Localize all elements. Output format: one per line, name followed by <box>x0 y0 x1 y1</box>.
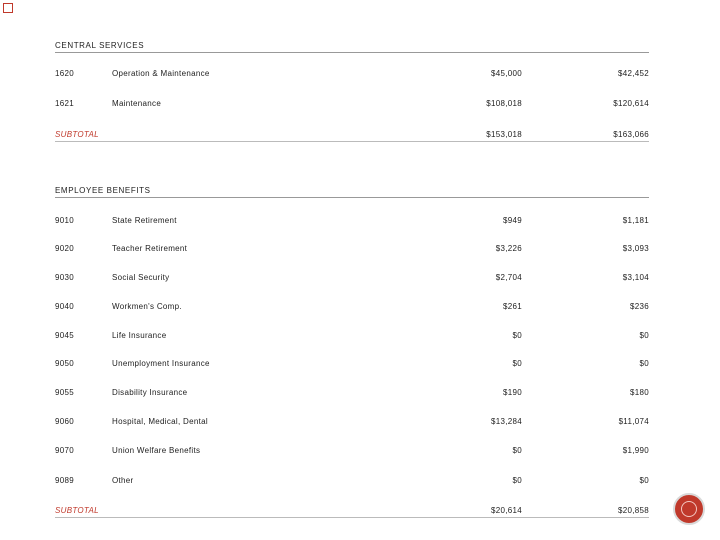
amount-column-1: $20,614 <box>490 506 522 515</box>
amount-column-2: $42,452 <box>617 69 649 78</box>
amount-column-1: $0 <box>512 359 522 368</box>
account-code: 9055 <box>55 388 74 397</box>
subtotal-label: SUBTOTAL <box>55 506 99 515</box>
account-code: 9045 <box>55 331 74 340</box>
amount-column-2: $236 <box>630 302 649 311</box>
account-code: 9010 <box>55 216 74 225</box>
account-description: Life Insurance <box>112 331 167 340</box>
amount-column-2: $180 <box>630 388 649 397</box>
amount-column-1: $2,704 <box>495 273 522 282</box>
account-description: State Retirement <box>112 216 177 225</box>
amount-column-2: $3,093 <box>622 244 649 253</box>
table-row <box>55 301 649 313</box>
table-row <box>55 475 649 487</box>
section-heading-central-services: CENTRAL SERVICES <box>55 41 649 53</box>
amount-column-1: $190 <box>503 388 522 397</box>
amount-column-1: $13,284 <box>490 417 522 426</box>
table-row <box>55 243 649 255</box>
table-row <box>55 330 649 342</box>
account-code: 9030 <box>55 273 74 282</box>
account-description: Disability Insurance <box>112 388 188 397</box>
account-description: Workmen's Comp. <box>112 302 182 311</box>
circular-logo-icon <box>673 493 705 525</box>
subtotal-row <box>55 129 649 141</box>
table-row <box>55 416 649 428</box>
amount-column-2: $1,990 <box>622 446 649 455</box>
amount-column-1: $261 <box>503 302 522 311</box>
amount-column-2: $1,181 <box>622 216 649 225</box>
amount-column-2: $163,066 <box>613 130 649 139</box>
amount-column-2: $0 <box>639 331 649 340</box>
account-description: Other <box>112 476 134 485</box>
account-description: Hospital, Medical, Dental <box>112 417 208 426</box>
account-code: 1620 <box>55 69 74 78</box>
table-row <box>55 445 649 457</box>
amount-column-1: $949 <box>503 216 522 225</box>
subtotal-label: SUBTOTAL <box>55 130 99 139</box>
table-row <box>55 98 649 110</box>
amount-column-2: $20,858 <box>617 506 649 515</box>
account-code: 9020 <box>55 244 74 253</box>
amount-column-2: $120,614 <box>613 99 649 108</box>
subtotal-row <box>55 505 649 517</box>
account-description: Social Security <box>112 273 170 282</box>
amount-column-1: $153,018 <box>486 130 522 139</box>
table-row <box>55 387 649 399</box>
amount-column-1: $0 <box>512 331 522 340</box>
account-description: Union Welfare Benefits <box>112 446 201 455</box>
logo-ring <box>681 501 697 517</box>
corner-marker <box>3 3 13 13</box>
amount-column-1: $0 <box>512 476 522 485</box>
account-code: 9089 <box>55 476 74 485</box>
table-row <box>55 272 649 284</box>
amount-column-2: $0 <box>639 359 649 368</box>
table-row <box>55 68 649 80</box>
account-description: Maintenance <box>112 99 162 108</box>
amount-column-2: $3,104 <box>622 273 649 282</box>
account-code: 9040 <box>55 302 74 311</box>
account-code: 9050 <box>55 359 74 368</box>
amount-column-2: $0 <box>639 476 649 485</box>
amount-column-1: $3,226 <box>495 244 522 253</box>
account-code: 9060 <box>55 417 74 426</box>
account-code: 9070 <box>55 446 74 455</box>
amount-column-1: $0 <box>512 446 522 455</box>
table-row <box>55 358 649 370</box>
account-description: Unemployment Insurance <box>112 359 210 368</box>
account-description: Operation & Maintenance <box>112 69 210 78</box>
section-heading-employee-benefits: EMPLOYEE BENEFITS <box>55 186 649 198</box>
amount-column-1: $108,018 <box>486 99 522 108</box>
account-description: Teacher Retirement <box>112 244 188 253</box>
amount-column-1: $45,000 <box>490 69 522 78</box>
amount-column-2: $11,074 <box>618 417 649 426</box>
account-code: 1621 <box>55 99 74 108</box>
table-row <box>55 215 649 227</box>
